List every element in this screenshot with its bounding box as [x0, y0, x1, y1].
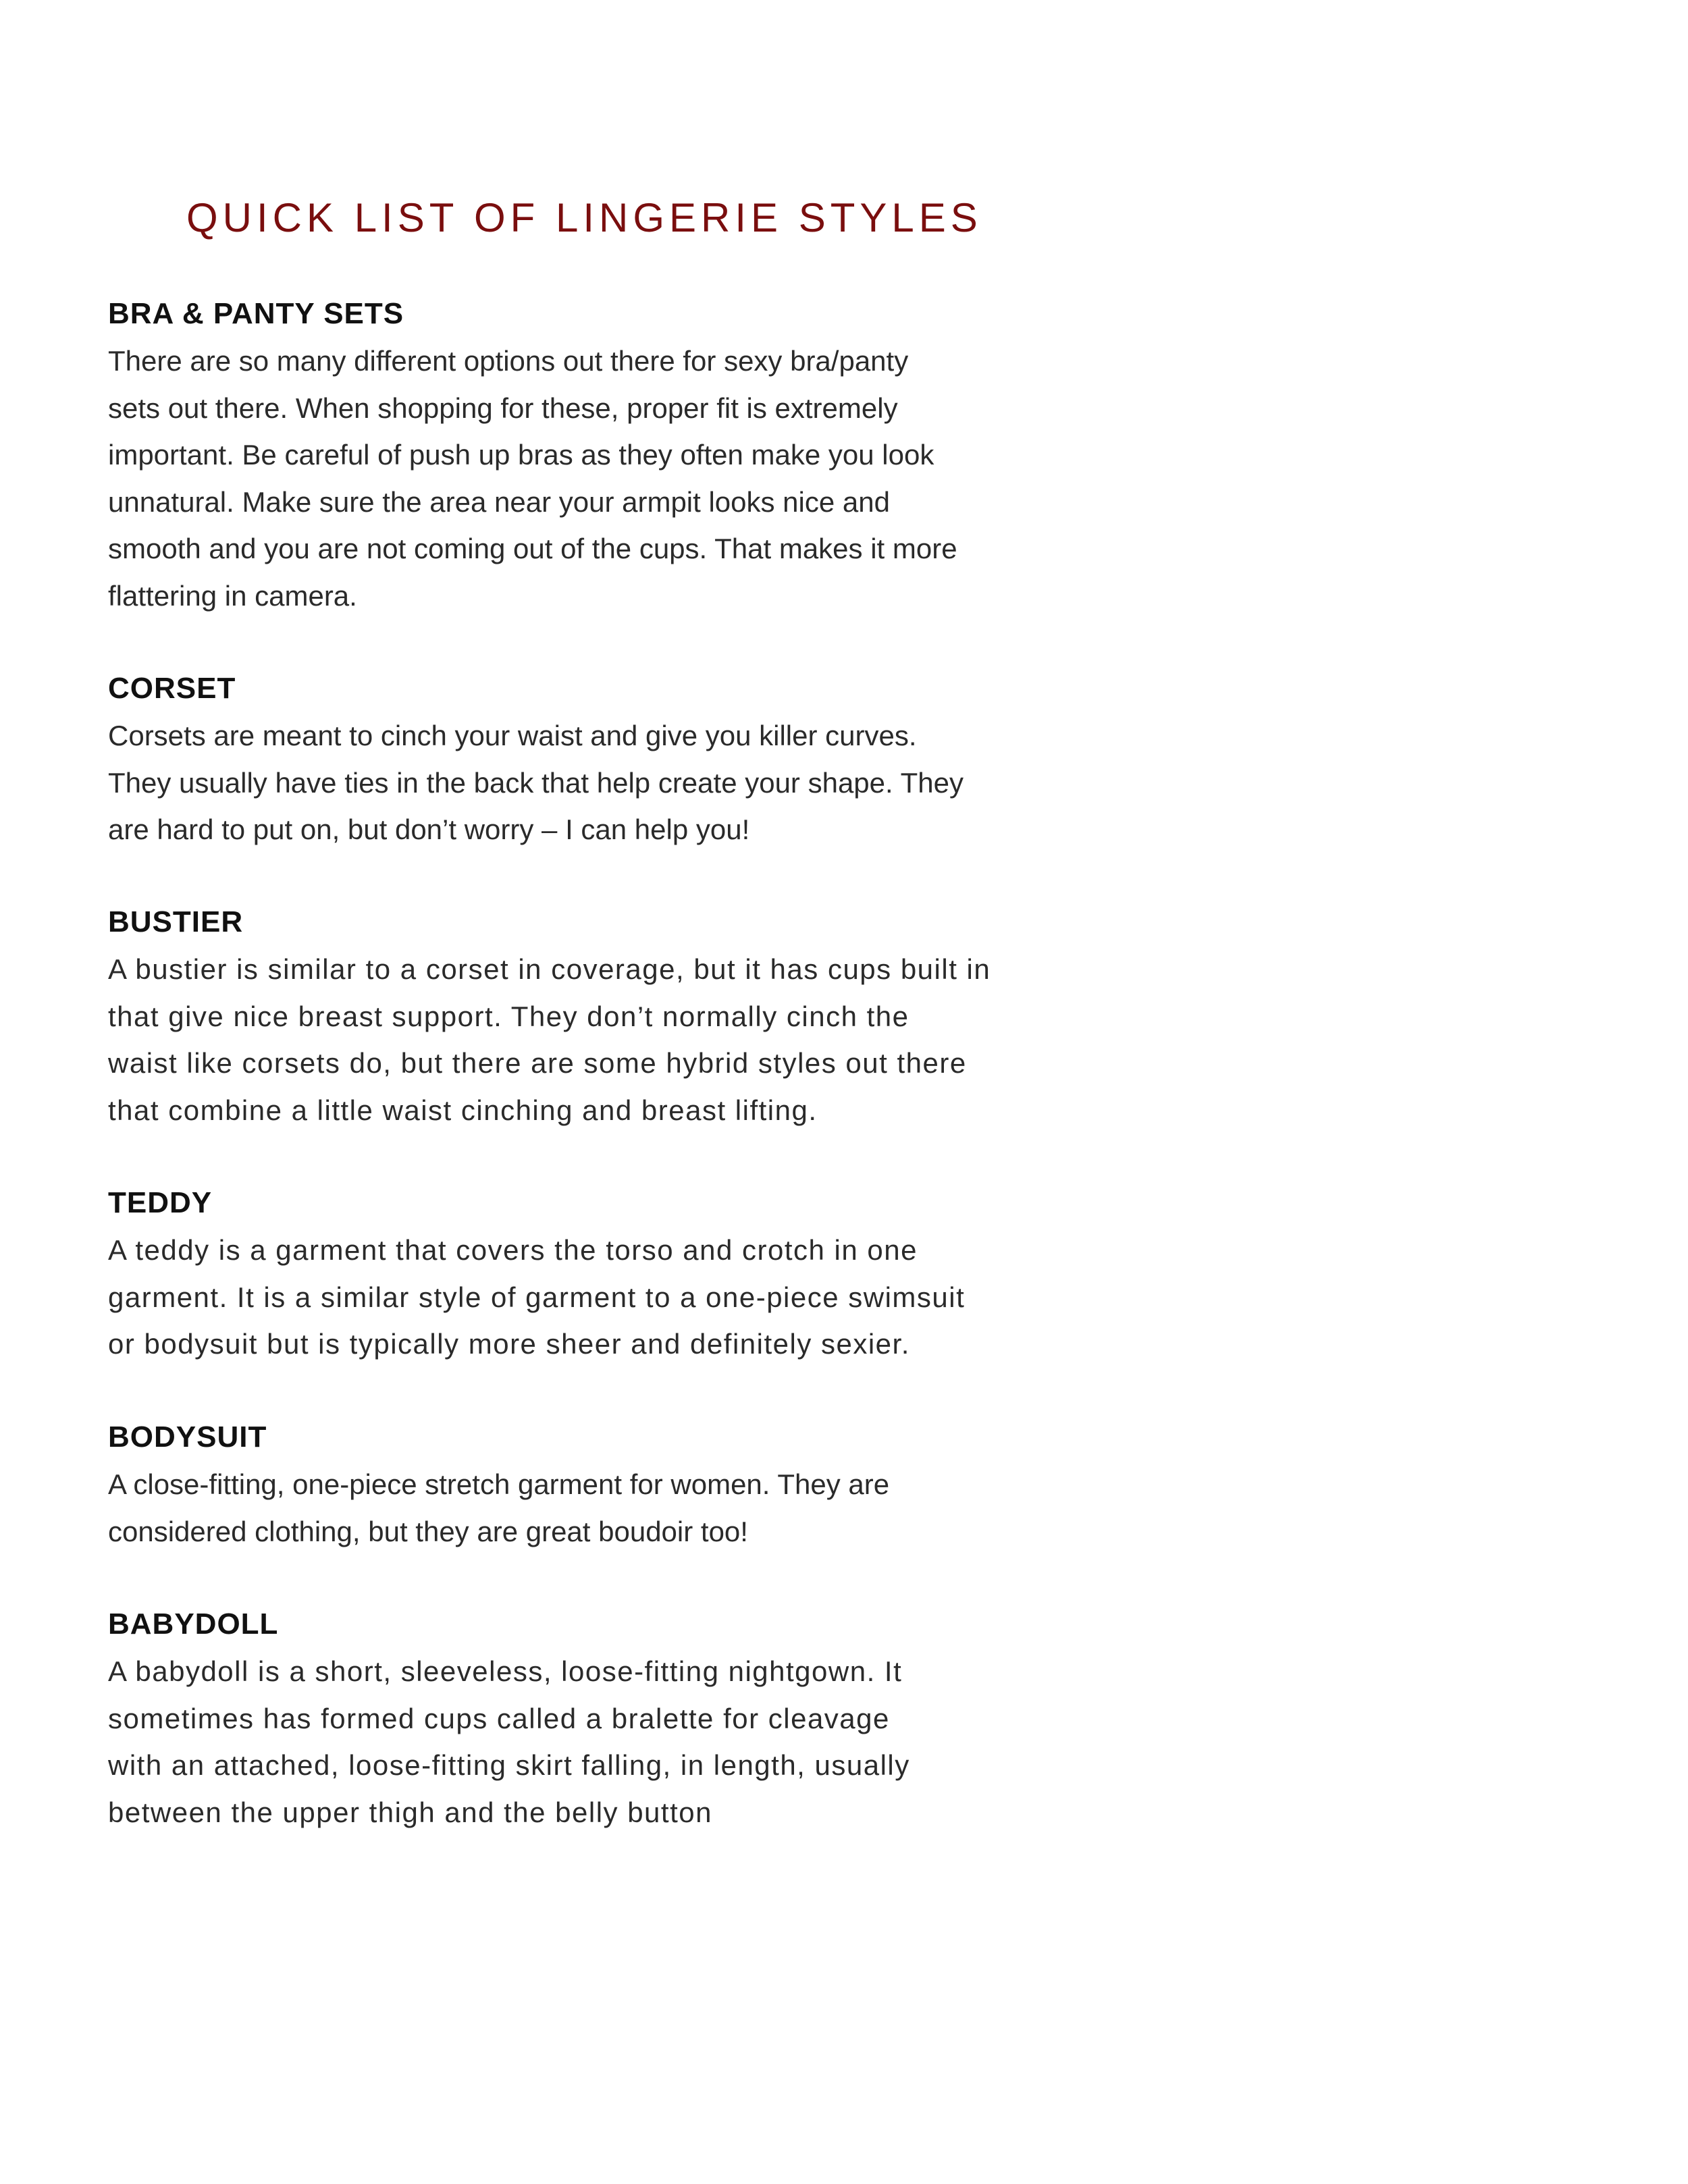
document-title: QUICK LIST OF LINGERIE STYLES: [186, 195, 982, 240]
body-line: There are so many different options out there for sexy bra/panty: [108, 345, 909, 377]
body-line: A close-fitting, one-piece stretch garment for women. They are: [108, 1468, 890, 1500]
section-heading: BRA & PANTY SETS: [108, 297, 404, 330]
body-line: with an attached, loose-fitting skirt falling, in length, usually: [108, 1749, 910, 1781]
body-line: important. Be careful of push up bras as they often make you look: [108, 439, 934, 471]
section-body: [108, 712, 1067, 853]
body-line: garment. It is a similar style of garment to a one-piece swimsuit: [108, 1281, 966, 1313]
section-bustier: [108, 899, 1067, 1134]
section-bodysuit: [108, 1414, 1067, 1555]
body-line: They usually have ties in the back that help create your shape. They: [108, 766, 964, 799]
section-body: [108, 338, 1067, 619]
section-heading: BODYSUIT: [108, 1420, 267, 1454]
section-heading: CORSET: [108, 672, 236, 705]
section-teddy: [108, 1179, 1067, 1368]
section-heading: BUSTIER: [108, 905, 244, 938]
body-line: sometimes has formed cups called a bralette for cleavage: [108, 1702, 890, 1734]
section-heading: TEDDY: [108, 1186, 213, 1219]
body-line: waist like corsets do, but there are some hybrid styles out there: [108, 1047, 967, 1079]
section-body: [108, 1648, 1067, 1836]
body-line: are hard to put on, but don’t worry – I can help you!: [108, 814, 750, 845]
section-heading: BABYDOLL: [108, 1607, 279, 1641]
body-line: Corsets are meant to cinch your waist and give you killer curves.: [108, 720, 917, 751]
section-body: [108, 1461, 1067, 1555]
body-line: considered clothing, but they are great boudoir too!: [108, 1515, 748, 1547]
section-corset: [108, 665, 1067, 853]
body-line: sets out there. When shopping for these, proper fit is extremely: [108, 392, 898, 424]
body-line: or bodysuit but is typically more sheer and definitely sexier.: [108, 1328, 910, 1360]
section-body: [108, 1227, 1067, 1368]
body-line: unnatural. Make sure the area near your armpit looks nice and: [108, 485, 890, 518]
body-line: that give nice breast support. They don’t normally cinch the: [108, 1000, 909, 1032]
section-babydoll: [108, 1601, 1067, 1836]
section-body: [108, 946, 1067, 1134]
body-line: smooth and you are not coming out of the cups. That makes it more: [108, 533, 957, 564]
body-line: flattering in camera.: [108, 579, 357, 612]
body-line: A bustier is similar to a corset in coverage, but it has cups built in: [108, 953, 991, 985]
body-line: A babydoll is a short, sleeveless, loose-fitting nightgown. It: [108, 1655, 903, 1687]
body-line: between the upper thigh and the belly button: [108, 1796, 712, 1828]
body-line: that combine a little waist cinching and breast lifting.: [108, 1094, 818, 1126]
body-line: A teddy is a garment that covers the torso and crotch in one: [108, 1234, 918, 1266]
section-bra-panty-sets: [108, 290, 1067, 619]
